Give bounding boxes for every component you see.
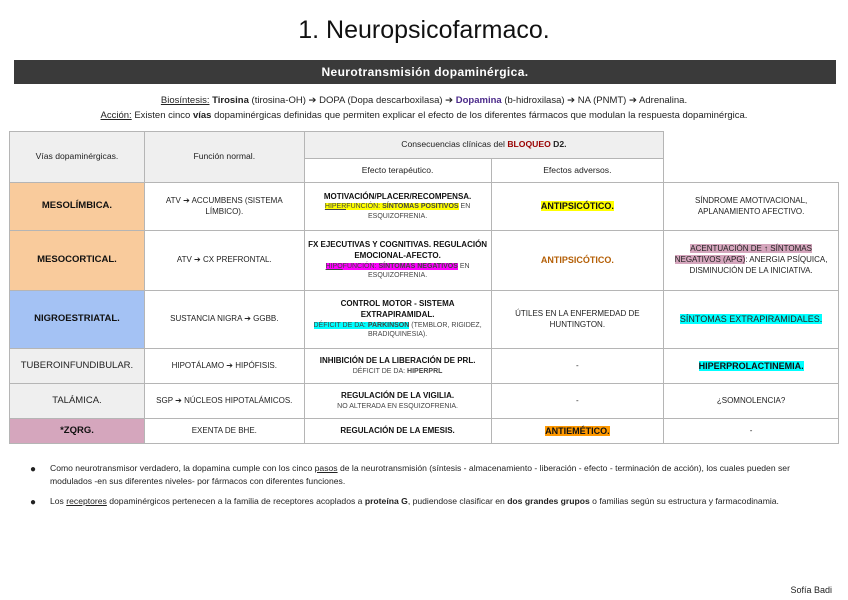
row-name-nigroestriatal: NIGROESTRIATAL. bbox=[10, 291, 145, 349]
row-therapeutic: - bbox=[491, 384, 664, 419]
funcion-text: FUNCIÓN: bbox=[342, 262, 379, 270]
header-consecuencias bbox=[304, 132, 664, 159]
tirosina-text: Tirosina bbox=[212, 95, 249, 106]
row-path: SGP ➔ NÚCLEOS HIPOTALÁMICOS. bbox=[144, 384, 304, 419]
parkinson-text: PARKINSON bbox=[367, 321, 410, 329]
row-path: HIPOTÁLAMO ➔ HIPÓFISIS. bbox=[144, 349, 304, 384]
hiper-text: HIPER bbox=[324, 203, 347, 211]
function-detail bbox=[308, 202, 488, 221]
function-title: INHIBICIÓN DE LA LIBERACIÓN DE PRL. bbox=[319, 355, 476, 365]
accion-line bbox=[0, 110, 848, 121]
function-title: CONTROL MOTOR - SISTEMA EXTRAPIRAMIDAL. bbox=[340, 299, 455, 320]
proteina-text: proteína G bbox=[364, 495, 408, 506]
row-adverse: ¿SOMNOLENCIA? bbox=[664, 384, 839, 419]
row-therapeutic bbox=[491, 419, 664, 444]
list-item bbox=[30, 495, 830, 508]
header-vias: Vías dopaminérgicas. bbox=[10, 132, 145, 183]
biosintesis-part2: (b-hidroxilasa) ➔ NA (PNMT) ➔ Adrenalina. bbox=[501, 95, 688, 106]
function-tail: EN ESQUIZOFRENIA. bbox=[368, 262, 470, 280]
list-item bbox=[30, 462, 830, 489]
row-therapeutic: ÚTILES EN LA ENFERMEDAD DE HUNTINGTON. bbox=[491, 291, 664, 349]
row-name-zqrg: *ZQRG. bbox=[10, 419, 145, 444]
table-row bbox=[10, 231, 839, 291]
table-row bbox=[10, 291, 839, 349]
note-text: o familias según su estructura y farmacodinamia. bbox=[589, 495, 779, 506]
row-name-mesolimbica: MESOLÍMBICA. bbox=[10, 183, 145, 231]
accion-part2: dopaminérgicas definidas que permiten explicar el efecto de los diferentes fármacos que modulan la respuesta dopaminérgica. bbox=[211, 110, 748, 121]
adverse-value: SÍNTOMAS EXTRAPIRAMIDALES. bbox=[679, 314, 823, 325]
row-adverse: SÍNDROME AMOTIVACIONAL, APLANAMIENTO AFECTIVO. bbox=[664, 183, 839, 231]
row-adverse bbox=[664, 349, 839, 384]
row-adverse bbox=[664, 231, 839, 291]
row-function bbox=[304, 183, 491, 231]
function-detail bbox=[308, 262, 488, 281]
table-row bbox=[10, 349, 839, 384]
row-therapeutic bbox=[491, 183, 664, 231]
header-terapeutico: Efecto terapéutico. bbox=[304, 159, 491, 183]
adverse-value: HIPERPROLACTINEMIA. bbox=[698, 360, 804, 371]
function-detail bbox=[308, 321, 488, 340]
biosintesis-label: Biosíntesis: bbox=[160, 95, 210, 106]
function-title: REGULACIÓN DE LA EMESIS. bbox=[340, 425, 455, 435]
pasos-text: pasos bbox=[314, 463, 338, 473]
author-name: Sofía Badi bbox=[790, 585, 832, 595]
funcion-text: FUNCIÓN: bbox=[346, 203, 383, 211]
deficit-text: DÉFICIT DE DA: bbox=[352, 367, 408, 375]
row-adverse bbox=[664, 291, 839, 349]
row-name-mesocortical: MESOCORTICAL. bbox=[10, 231, 145, 291]
row-adverse: - bbox=[664, 419, 839, 444]
hiperprl-text: HIPERPRL bbox=[407, 367, 443, 375]
header-adversos: Efectos adversos. bbox=[491, 159, 664, 183]
function-tail: EN ESQUIZOFRENIA. bbox=[368, 203, 471, 220]
row-name-tuberoinfundibular: TUBEROINFUNDIBULAR. bbox=[10, 349, 145, 384]
biosintesis-line bbox=[0, 95, 848, 106]
row-path: ATV ➔ ACCUMBENS (SISTEMA LÍMBICO). bbox=[144, 183, 304, 231]
function-detail: NO ALTERADA EN ESQUIZOFRENIA. bbox=[337, 402, 458, 410]
adverse-tail: : ANERGIA PSÍQUICA, DISMINUCIÓN DE LA INICIATIVA. bbox=[689, 255, 828, 275]
grupos-text: dos grandes grupos bbox=[507, 495, 590, 506]
accion-part1: Existen cinco bbox=[131, 110, 193, 121]
therapeutic-value: ANTIPSICÓTICO. bbox=[540, 201, 614, 212]
row-therapeutic bbox=[491, 231, 664, 291]
therapeutic-value: ANTIEMÉTICO. bbox=[545, 425, 610, 436]
dopamina-text: Dopamina bbox=[455, 95, 502, 106]
notes-list bbox=[30, 462, 830, 514]
table-row bbox=[10, 183, 839, 231]
row-function bbox=[304, 419, 491, 444]
note-text: Los bbox=[50, 495, 67, 506]
bullet-icon: ● bbox=[30, 496, 37, 508]
function-detail bbox=[308, 367, 488, 376]
row-path: ATV ➔ CX PREFRONTAL. bbox=[144, 231, 304, 291]
row-function bbox=[304, 231, 491, 291]
vias-text: vías bbox=[192, 110, 212, 121]
sintomas-negativos: SÍNTOMAS NEGATIVOS bbox=[378, 262, 458, 270]
row-path: EXENTA DE BHE. bbox=[144, 419, 304, 444]
adverse-highlight: ACENTUACIÓN DE ↑ SÍNTOMAS NEGATIVOS (APG) bbox=[674, 244, 812, 265]
function-title: REGULACIÓN DE LA VIGILIA. bbox=[341, 390, 455, 400]
accion-label: Acción: bbox=[100, 110, 132, 121]
note-text: de la neurotransmisión (síntesis - almacenamiento - liberación - efecto - terminación de acción), los cuales pueden ser modulados -en sus diferentes niveles- por fármacos con diferentes funciones. bbox=[50, 463, 790, 487]
note-text: Como neurotransmisor verdadero, la dopamina cumple con los cinco bbox=[50, 463, 315, 473]
row-name-talamica: TALÁMICA. bbox=[10, 384, 145, 419]
receptores-text: receptores bbox=[66, 495, 107, 506]
bloqueo-text: BLOQUEO bbox=[507, 139, 551, 150]
therapeutic-value: ANTIPSICÓTICO. bbox=[540, 255, 614, 266]
row-path: SUSTANCIA NIGRA ➔ GGBB. bbox=[144, 291, 304, 349]
function-title: FX EJECUTIVAS Y COGNITIVAS. REGULACIÓN EMOCIONAL-AFECTO. bbox=[308, 240, 488, 261]
section-banner: Neurotransmisión dopaminérgica. bbox=[14, 60, 836, 84]
consecuencias-prefix: Consecuencias clínicas del bbox=[401, 139, 508, 150]
bullet-icon: ● bbox=[30, 464, 37, 475]
row-function bbox=[304, 291, 491, 349]
table-header-row bbox=[10, 132, 839, 159]
function-title: MOTIVACIÓN/PLACER/RECOMPENSA. bbox=[323, 191, 472, 201]
function-tail: (TEMBLOR, RIGIDEZ, BRADIQUINESIA). bbox=[368, 321, 482, 339]
table-row bbox=[10, 419, 839, 444]
d2-text: D2. bbox=[550, 139, 567, 150]
row-function bbox=[304, 349, 491, 384]
note-text: dopaminérgicos pertenecen a la familia de receptores acoplados a bbox=[106, 495, 365, 506]
hipo-text: HIPO bbox=[325, 262, 343, 270]
page-title: 1. Neuropsicofarmaco. bbox=[298, 16, 550, 44]
biosintesis-part1: (tirosina-OH) ➔ DOPA (Dopa descarboxilasa) ➔ bbox=[248, 95, 456, 106]
deficit-text: DÉFICIT DE DA: bbox=[313, 321, 368, 329]
note-text: , pudiendose clasificar en bbox=[407, 495, 508, 506]
dopaminergic-table bbox=[9, 131, 839, 444]
header-funcion: Función normal. bbox=[144, 132, 304, 183]
sintomas-positivos: SÍNTOMAS POSITIVOS bbox=[382, 203, 459, 211]
row-therapeutic: - bbox=[491, 349, 664, 384]
row-function bbox=[304, 384, 491, 419]
table-row bbox=[10, 384, 839, 419]
